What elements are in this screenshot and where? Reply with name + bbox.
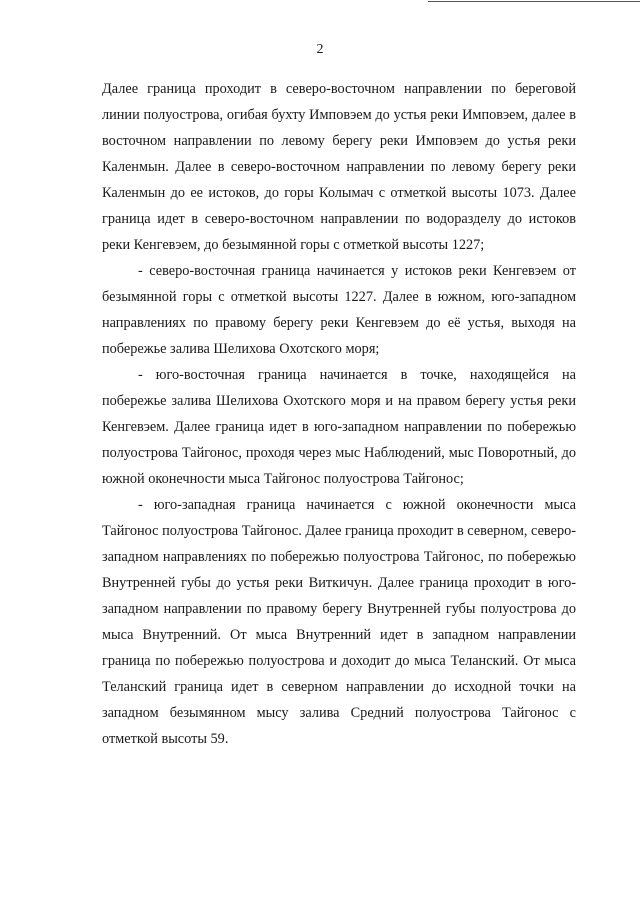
paragraph-northeast-boundary: - северо-восточная граница начинается у истоков реки Кенгевэем от безымянной горы с отметкой высоты 1227. Далее в южном, юго-западном направлениях по правому берегу реки Кенгевэем до её устья, выходя на побережье залива Шелихова Охотского моря; — [102, 263, 576, 357]
top-rule — [428, 1, 640, 2]
paragraph-southwest-boundary: - юго-западная граница начинается с южной оконечности мыса Тайгонос полуострова Тайгонос. Далее граница проходит в северном, северо-западном направлениях по побережью полуострова Тайгонос, по побережью Внутренней губы до устья реки Виткичун. Далее граница проходит в юго-западном направлении по правому берегу Внутренней губы полуострова до мыса Внутренний. От мыса Внутренний идет в западном направлении граница по побережью полуострова и доходит до мыса Теланский. От мыса Теланский граница идет в северном направлении до исходной точки на западном безымянном мысу залива Средний полуострова Тайгонос с отметкой высоты 59. — [102, 497, 576, 747]
document-body — [102, 76, 576, 752]
paragraph-boundary-continuation: Далее граница проходит в северо-восточном направлении по береговой линии полуострова, огибая бухту Имповэем до устья реки Имповэем, далее в восточном направлении по левому берегу реки Имповэем до устья реки Каленмын. Далее в северо-восточном направлении по левому берегу реки Каленмын до ее истоков, до горы Колымач с отметкой высоты 1073. Далее граница идет в северо-восточном направлении по водоразделу до истоков реки Кенгевэем, до безымянной горы с отметкой высоты 1227; — [102, 81, 576, 253]
page-number: 2 — [316, 42, 324, 57]
paragraph-southeast-boundary: - юго-восточная граница начинается в точке, находящейся на побережье залива Шелихова Охотского моря и на правом берегу устья реки Кенгевэем. Далее граница идет в юго-западном направлении по побережью полуострова Тайгонос, проходя через мыс Наблюдений, мыс Поворотный, до южной оконечности мыса Тайгонос полуострова Тайгонос; — [102, 367, 576, 487]
